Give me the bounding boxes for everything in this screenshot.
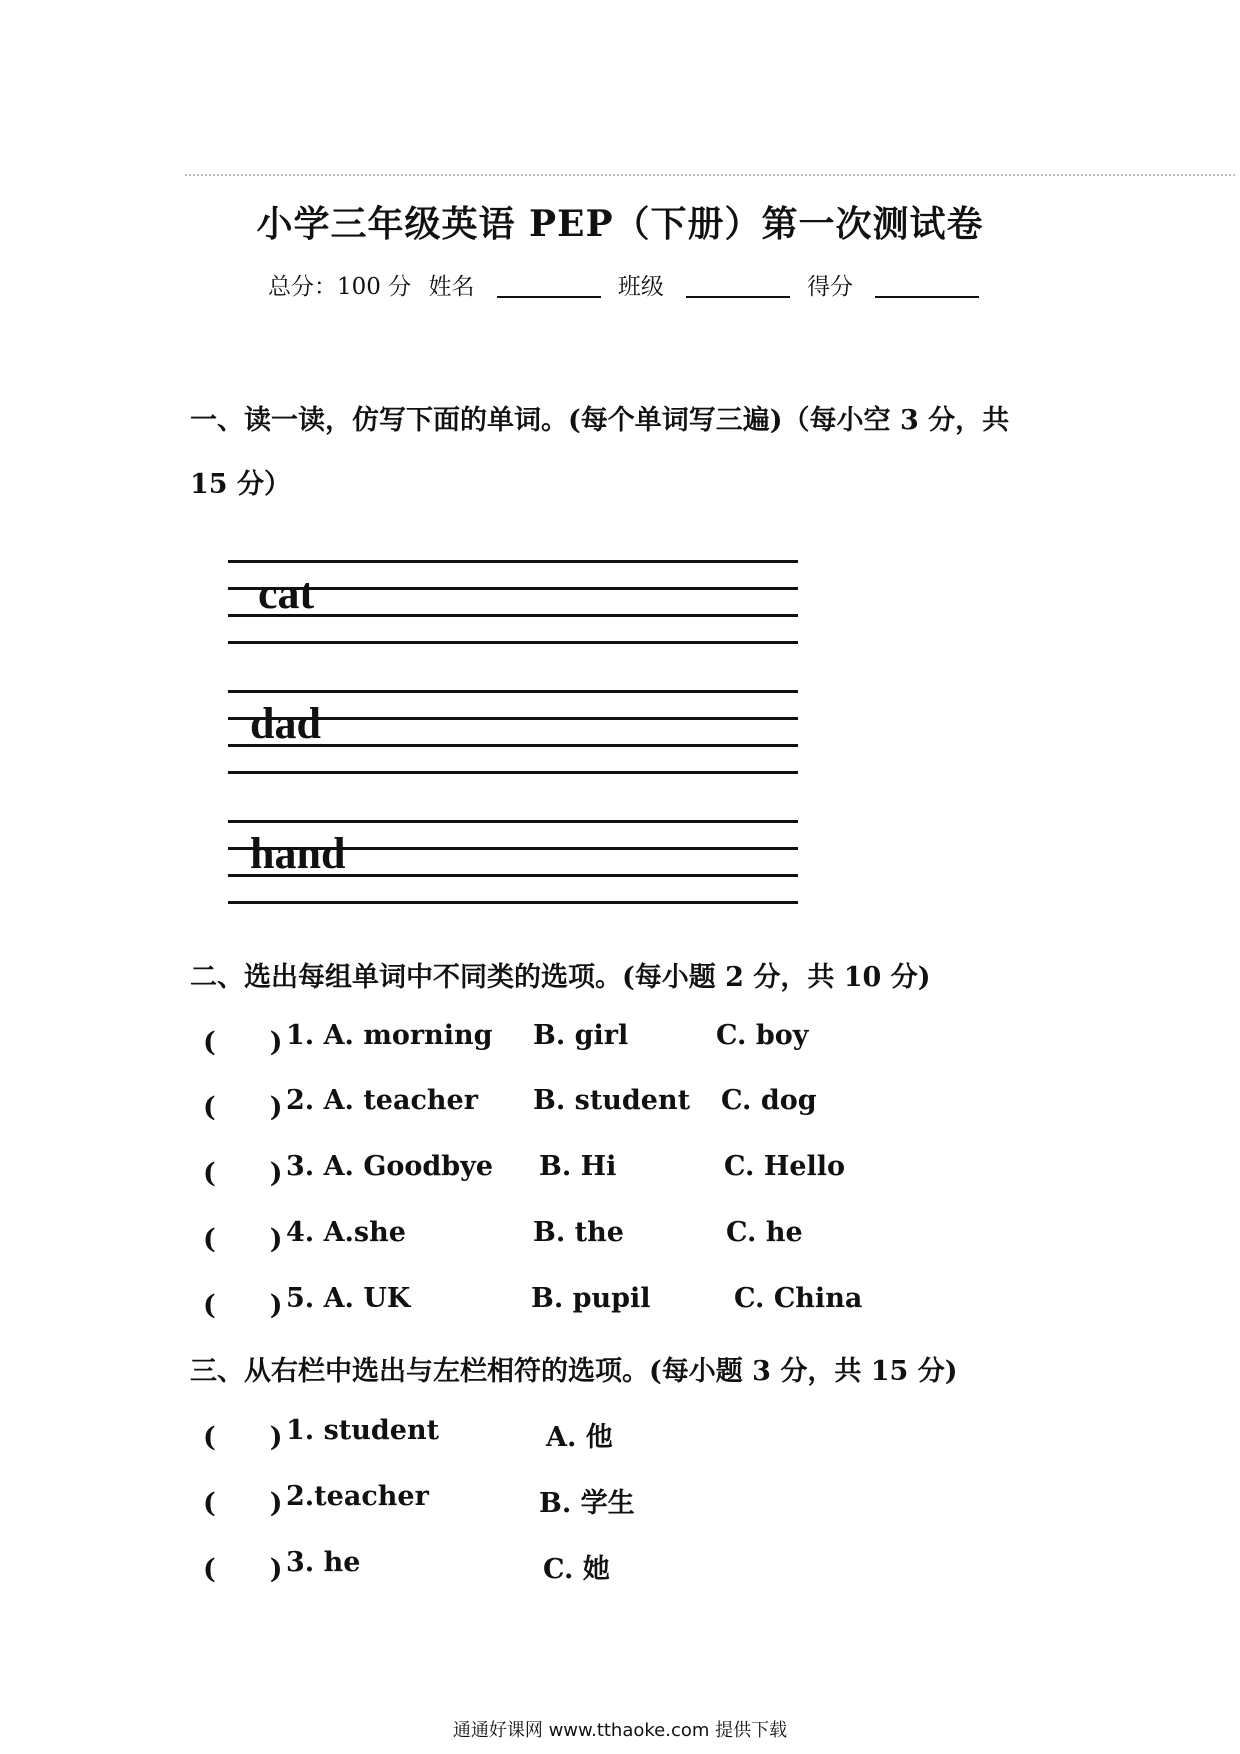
score-label: 得分 bbox=[807, 274, 854, 300]
section2-title: 二、选出每组单词中不同类的选项。(每小题 2 分，共 10 分) bbox=[190, 962, 931, 993]
copy-word: hand bbox=[250, 829, 346, 878]
section3-title: 三、从右栏中选出与左栏相符的选项。(每小题 3 分，共 15 分) bbox=[190, 1356, 958, 1387]
answer-blank[interactable]: ( ) bbox=[203, 1488, 283, 1519]
answer-blank[interactable]: ( ) bbox=[203, 1092, 283, 1123]
answer-blank[interactable]: ( ) bbox=[203, 1027, 283, 1058]
option-c: C. China bbox=[734, 1283, 863, 1314]
match-right: C. 她 bbox=[543, 1554, 610, 1585]
option-c: C. he bbox=[726, 1217, 803, 1248]
option-b: B. student bbox=[533, 1085, 691, 1116]
option-a: 3. A. Goodbye bbox=[286, 1151, 494, 1182]
option-b: B. pupil bbox=[531, 1283, 651, 1314]
class-blank[interactable] bbox=[686, 274, 790, 298]
match-left: 1. student bbox=[286, 1415, 440, 1446]
section1-title: 一、读一读，仿写下面的单词。(每个单词写三遍)（每小空 3 分，共 bbox=[190, 405, 1010, 436]
copy-word: dad bbox=[250, 699, 321, 748]
copy-word: cat bbox=[258, 569, 315, 618]
option-a: 2. A. teacher bbox=[286, 1085, 478, 1116]
option-b: B. girl bbox=[533, 1020, 629, 1051]
answer-blank[interactable]: ( ) bbox=[203, 1422, 283, 1453]
name-label: 姓名 bbox=[428, 274, 475, 300]
option-a: 4. A.she bbox=[286, 1217, 406, 1248]
answer-blank[interactable]: ( ) bbox=[203, 1554, 283, 1585]
section1-title-cont: 15 分） bbox=[190, 469, 291, 500]
option-c: C. boy bbox=[716, 1020, 809, 1051]
option-a: 1. A. morning bbox=[286, 1020, 493, 1051]
total-score: 总分：100 分 bbox=[268, 274, 412, 300]
name-blank[interactable] bbox=[497, 274, 601, 298]
answer-blank[interactable]: ( ) bbox=[203, 1224, 283, 1255]
page-title: 小学三年级英语 PEP（下册）第一次测试卷 bbox=[256, 203, 984, 245]
option-c: C. dog bbox=[721, 1085, 817, 1116]
match-left: 3. he bbox=[286, 1547, 361, 1578]
score-blank[interactable] bbox=[875, 274, 979, 298]
answer-blank[interactable]: ( ) bbox=[203, 1290, 283, 1321]
match-right: B. 学生 bbox=[539, 1488, 635, 1519]
page-footer: 通通好课网 www.tthaoke.com 提供下载 bbox=[452, 1720, 788, 1741]
option-b: B. Hi bbox=[539, 1151, 617, 1182]
option-c: C. Hello bbox=[724, 1151, 846, 1182]
class-label: 班级 bbox=[617, 274, 664, 300]
option-a: 5. A. UK bbox=[286, 1283, 411, 1314]
match-right: A. 他 bbox=[546, 1422, 613, 1453]
dotted-separator bbox=[185, 174, 1235, 176]
header-info bbox=[268, 268, 989, 301]
answer-blank[interactable]: ( ) bbox=[203, 1158, 283, 1189]
match-left: 2.teacher bbox=[286, 1481, 429, 1512]
option-b: B. the bbox=[533, 1217, 624, 1248]
